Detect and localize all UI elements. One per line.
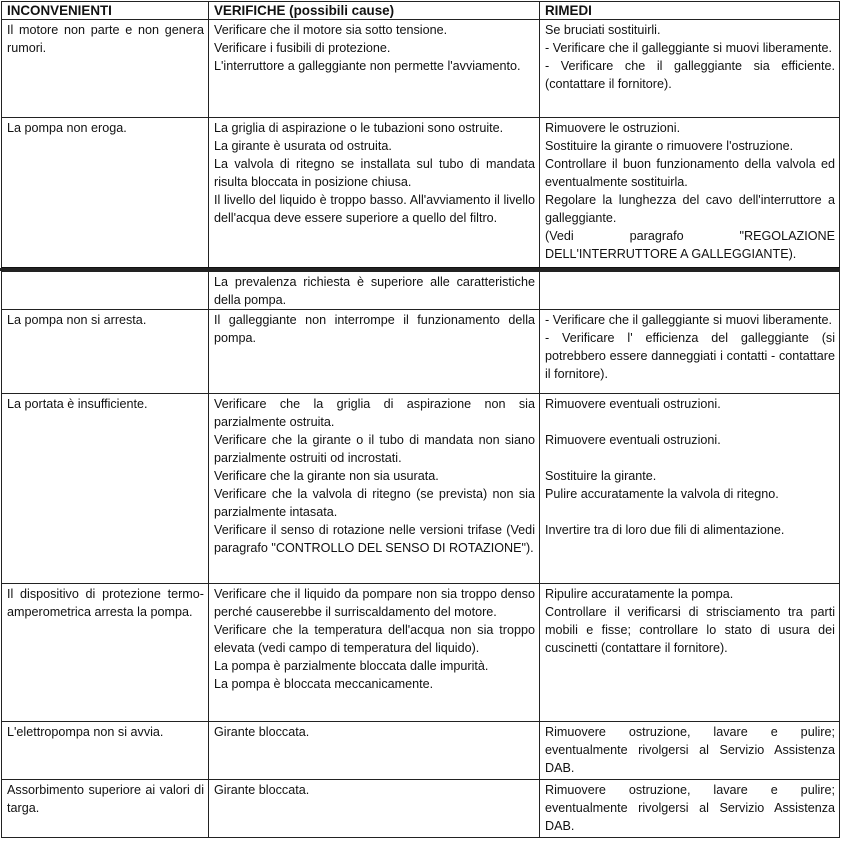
problem-text: L'elettropompa non si avvia.: [7, 725, 164, 739]
header-rimedi: RIMEDI: [540, 2, 840, 20]
remedy-item: (Vedi paragrafo "REGOLAZIONE DELL'INTERRUTTORE A GALLEGGIANTE).: [545, 229, 835, 261]
problem-cell: [2, 118, 209, 268]
checks-cell: [209, 780, 540, 838]
checks-cell: [209, 394, 540, 584]
table-row: [2, 118, 840, 268]
checks-cell: [209, 584, 540, 722]
header-row: [2, 2, 840, 20]
check-item: Il livello del liquido è troppo basso. All'avviamento il livello dell'acqua deve essere superiore a quello del filtro.: [214, 193, 535, 225]
checks-cell: [209, 722, 540, 780]
problem-cell: [2, 722, 209, 780]
remedy-item: - Verificare che il galleggiante si muovi liberamente.: [545, 313, 832, 327]
remedies-cell: [540, 584, 840, 722]
problem-text: Il motore non parte e non genera rumori.: [7, 23, 204, 55]
problem-cell: [2, 394, 209, 584]
remedies-cell: [540, 272, 840, 310]
problem-text: La pompa non eroga.: [7, 121, 127, 135]
check-item: La pompa è parzialmente bloccata dalle impurità.: [214, 659, 489, 673]
check-item: Girante bloccata.: [214, 725, 310, 739]
checks-cell: [209, 310, 540, 394]
remedy-item: Sostituire la girante.: [545, 469, 657, 483]
remedies-cell: [540, 118, 840, 268]
troubleshooting-table-part2: [1, 271, 840, 838]
check-item: Verificare che la temperatura dell'acqua non sia troppo elevata (vedi campo di temperatura del liquido).: [214, 623, 535, 655]
header-inconvenienti: INCONVENIENTI: [2, 2, 209, 20]
remedy-item: Sostituire la girante o rimuovere l'ostruzione.: [545, 139, 794, 153]
check-item: Verificare che la valvola di ritegno (se prevista) non sia parzialmente intasata.: [214, 487, 535, 519]
problem-cell: [2, 310, 209, 394]
remedies-cell: [540, 780, 840, 838]
check-item: Verificare che la girante non sia usurata.: [214, 469, 439, 483]
remedy-item: - Verificare che il galleggiante si muovi liberamente.: [545, 41, 832, 55]
remedy-item: Rimuovere eventuali ostruzioni.: [545, 397, 721, 411]
check-item: Verificare che la girante o il tubo di mandata non siano parzialmente ostruiti od incrostati.: [214, 433, 535, 465]
table-row: [2, 272, 840, 310]
remedy-item: - Verificare che il galleggiante sia efficiente. (contattare il fornitore).: [545, 59, 835, 91]
checks-cell: [209, 118, 540, 268]
table-row: [2, 780, 840, 838]
remedy-item: [545, 503, 835, 521]
remedy-item: Rimuovere le ostruzioni.: [545, 121, 681, 135]
problem-cell: [2, 584, 209, 722]
checks-cell: [209, 20, 540, 118]
header-verifiche: VERIFICHE (possibili cause): [209, 2, 540, 20]
remedy-item: Rimuovere ostruzione, lavare e pulire; eventualmente rivolgersi al Servizio Assistenza DAB.: [545, 783, 835, 833]
remedy-item: Rimuovere ostruzione, lavare e pulire; eventualmente rivolgersi al Servizio Assistenza DAB.: [545, 725, 835, 775]
check-item: La valvola di ritegno se installata sul tubo di mandata risulta bloccata in posizione chiusa.: [214, 157, 535, 189]
troubleshooting-table-part1: [1, 1, 840, 269]
check-item: Verificare il senso di rotazione nelle versioni trifase (Vedi paragrafo "CONTROLLO DEL SENSO DI ROTAZIONE").: [214, 523, 535, 555]
remedy-item: Rimuovere eventuali ostruzioni.: [545, 433, 721, 447]
remedy-item: Controllare il buon funzionamento della valvola ed eventualmente sostituirla.: [545, 157, 835, 189]
problem-cell: [2, 780, 209, 838]
problem-text: La portata è insufficiente.: [7, 397, 148, 411]
remedy-item: [545, 413, 835, 431]
problem-text: Assorbimento superiore ai valori di targa.: [7, 783, 204, 815]
remedy-item: Controllare il verificarsi di strisciamento tra parti mobili e fisse; controllare lo stato di usura dei cuscinetti (contattare il fornitore).: [545, 605, 835, 655]
remedy-item: Pulire accuratamente la valvola di ritegno.: [545, 487, 779, 501]
check-item: Il galleggiante non interrompe il funzionamento della pompa.: [214, 313, 535, 345]
problem-text: La pompa non si arresta.: [7, 313, 147, 327]
check-item: L'interruttore a galleggiante non permette l'avviamento.: [214, 59, 521, 73]
check-item: La girante è usurata od ostruita.: [214, 139, 392, 153]
check-item: Verificare che il motore sia sotto tensione.: [214, 23, 448, 37]
check-item: La prevalenza richiesta è superiore alle caratteristiche della pompa.: [214, 275, 535, 307]
problem-text: Il dispositivo di protezione termo-amperometrica arresta la pompa.: [7, 587, 204, 619]
checks-cell: [209, 272, 540, 310]
remedy-item: Se bruciati sostituirli.: [545, 23, 661, 37]
remedies-cell: [540, 20, 840, 118]
remedies-cell: [540, 310, 840, 394]
check-item: La pompa è bloccata meccanicamente.: [214, 677, 434, 691]
table-row: [2, 394, 840, 584]
remedies-cell: [540, 394, 840, 584]
remedies-cell: [540, 722, 840, 780]
remedy-item: Invertire tra di loro due fili di alimentazione.: [545, 523, 785, 537]
problem-cell: [2, 20, 209, 118]
remedy-item: Ripulire accuratamente la pompa.: [545, 587, 734, 601]
remedy-item: - Verificare l' efficienza del galleggiante (si potrebbero essere danneggiati i contatti - contattare il fornitore).: [545, 331, 835, 381]
check-item: Verificare che la griglia di aspirazione non sia parzialmente ostruita.: [214, 397, 535, 429]
remedy-item: [545, 449, 835, 467]
remedy-item: Regolare la lunghezza del cavo dell'interruttore a galleggiante.: [545, 193, 835, 225]
check-item: Verificare che il liquido da pompare non sia troppo denso perché causerebbe il surriscaldamento del motore.: [214, 587, 535, 619]
check-item: Verificare i fusibili di protezione.: [214, 41, 391, 55]
table-row: [2, 722, 840, 780]
problem-cell: [2, 272, 209, 310]
check-item: Girante bloccata.: [214, 783, 310, 797]
table-row: [2, 310, 840, 394]
table-row: [2, 584, 840, 722]
table-row: [2, 20, 840, 118]
check-item: La griglia di aspirazione o le tubazioni sono ostruite.: [214, 121, 504, 135]
